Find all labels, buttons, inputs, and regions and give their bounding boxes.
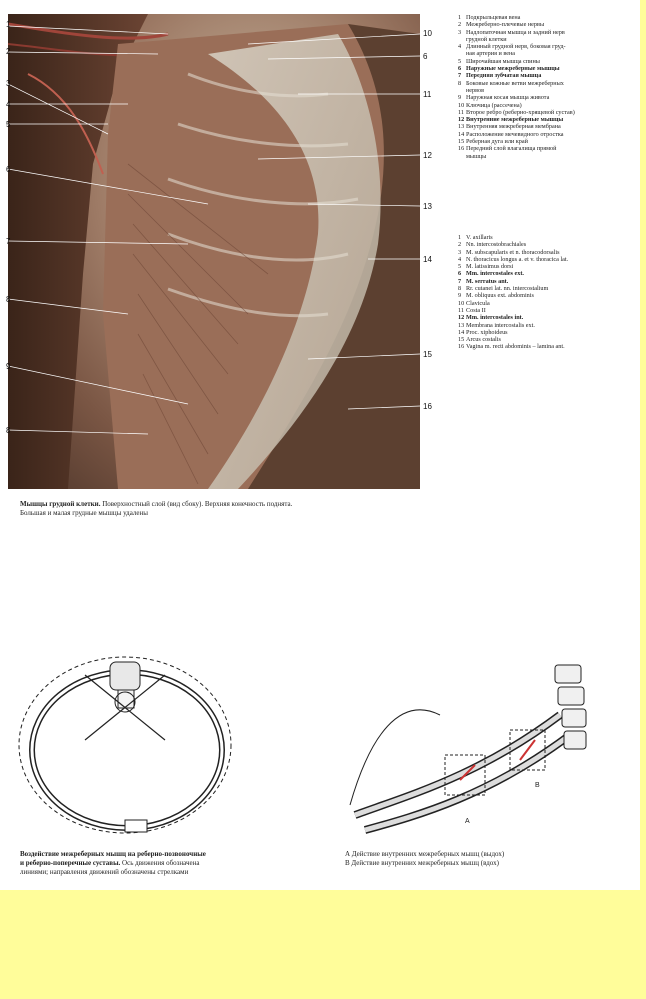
legend-number: 1 bbox=[458, 14, 462, 21]
legend-number: 7 bbox=[458, 72, 462, 80]
legend-item bbox=[458, 285, 568, 292]
legend-item bbox=[458, 80, 575, 87]
label-number: 13 bbox=[423, 202, 432, 211]
legend-number: 6 bbox=[458, 65, 462, 73]
legend-item bbox=[458, 241, 568, 248]
legend-item bbox=[458, 138, 575, 145]
legend-text: нервов bbox=[466, 86, 485, 94]
legend-russian bbox=[458, 14, 575, 160]
legend-item bbox=[458, 234, 568, 241]
figure1-caption bbox=[20, 500, 420, 518]
legend-text: Второе ребро (реберно-хрящевой сустав) bbox=[466, 108, 575, 116]
legend-text: Боковые кожные ветви межреберных bbox=[466, 79, 564, 87]
legend-text: M. subscapularis et n. thoracodorsalis bbox=[466, 248, 560, 256]
figure3-caption bbox=[345, 850, 635, 868]
caption-text: А Действие внутренних межреберных мышц (выдох) bbox=[345, 850, 505, 858]
label-number: 10 bbox=[423, 29, 432, 38]
legend-item bbox=[458, 50, 575, 57]
legend-number: 7 bbox=[458, 277, 462, 285]
legend-number: 6 bbox=[458, 270, 462, 278]
legend-item bbox=[458, 270, 568, 277]
legend-number: 4 bbox=[458, 43, 462, 51]
legend-number: 15 bbox=[458, 336, 465, 344]
legend-number: 14 bbox=[458, 328, 465, 336]
legend-text: M. latissimus dorsi bbox=[466, 263, 514, 271]
legend-item bbox=[458, 322, 568, 329]
legend-item bbox=[458, 292, 568, 299]
legend-item bbox=[458, 109, 575, 116]
legend-item bbox=[458, 21, 575, 28]
legend-number: 13 bbox=[458, 123, 465, 131]
anatomy-photo bbox=[8, 14, 420, 489]
figure-label-b: B bbox=[535, 782, 540, 789]
legend-number: 5 bbox=[458, 263, 462, 271]
label-number: 5 bbox=[6, 120, 11, 129]
legend-item bbox=[458, 87, 575, 94]
legend-item bbox=[458, 94, 575, 101]
legend-item bbox=[458, 263, 568, 270]
legend-item bbox=[458, 249, 568, 256]
figure2-caption bbox=[20, 850, 320, 877]
legend-number: 14 bbox=[458, 130, 465, 138]
legend-item bbox=[458, 307, 568, 314]
label-number: 1 bbox=[6, 20, 11, 29]
legend-text: Arcus costalis bbox=[466, 336, 501, 344]
legend-number: 2 bbox=[458, 21, 462, 29]
caption-text: Ось движения обозначена bbox=[120, 859, 200, 867]
legend-number: 9 bbox=[458, 94, 462, 102]
legend-text: Передняя зубчатая мышца bbox=[466, 72, 542, 80]
legend-text: Costa II bbox=[466, 306, 486, 314]
anatomy-illustration bbox=[8, 14, 420, 489]
label-number: 16 bbox=[423, 402, 432, 411]
legend-item bbox=[458, 278, 568, 285]
legend-text: Широчайшая мышца спины bbox=[466, 57, 540, 65]
legend-item bbox=[458, 300, 568, 307]
legend-text: ная артерия и вена bbox=[466, 50, 516, 58]
legend-number: 3 bbox=[458, 28, 462, 36]
legend-item bbox=[458, 131, 575, 138]
label-number: 8 bbox=[6, 295, 11, 304]
legend-text: Внутренние межреберные мышцы bbox=[466, 116, 564, 124]
legend-text: Ключица (рассечена) bbox=[466, 101, 522, 109]
legend-number: 3 bbox=[458, 248, 462, 256]
legend-number: 5 bbox=[458, 57, 462, 65]
legend-text: Реберная дуга или край bbox=[466, 138, 528, 146]
legend-text: Vagina m. recti abdominis – lamina ant. bbox=[466, 343, 565, 351]
legend-item bbox=[458, 102, 575, 109]
legend-item bbox=[458, 329, 568, 336]
legend-number: 8 bbox=[458, 285, 462, 293]
legend-number: 4 bbox=[458, 255, 462, 263]
legend-item bbox=[458, 123, 575, 130]
legend-item bbox=[458, 116, 575, 123]
legend-item bbox=[458, 314, 568, 321]
legend-number: 16 bbox=[458, 145, 465, 153]
legend-text: грудной клетки bbox=[466, 35, 507, 43]
legend-item bbox=[458, 14, 575, 21]
legend-number: 10 bbox=[458, 299, 465, 307]
caption-text: Поверхностный слой (вид сбоку). Верхняя конечность поднята. bbox=[100, 500, 293, 508]
label-number: 12 bbox=[423, 151, 432, 160]
legend-item bbox=[458, 29, 575, 36]
label-number: 4 bbox=[6, 100, 11, 109]
legend-text: Наружные межреберные мышцы bbox=[466, 65, 560, 73]
label-number: 8 bbox=[6, 426, 11, 435]
label-number: 11 bbox=[423, 90, 432, 99]
legend-number: 11 bbox=[458, 108, 464, 116]
legend-text: M. serratus ant. bbox=[466, 277, 509, 285]
legend-text: Длинный грудной нерв, боковая груд- bbox=[466, 43, 566, 51]
legend-text: Proc. xiphoideus bbox=[466, 328, 508, 336]
legend-item bbox=[458, 153, 575, 160]
legend-text: V. axillaris bbox=[466, 234, 493, 241]
legend-item bbox=[458, 72, 575, 79]
legend-latin bbox=[458, 234, 568, 351]
legend-number: 2 bbox=[458, 241, 462, 249]
legend-number: 8 bbox=[458, 79, 462, 87]
caption-title: Воздействие межреберных мышц на реберно-позвоночные bbox=[20, 850, 206, 858]
legend-text: Межреберно-плечевые нервы bbox=[466, 21, 545, 29]
legend-text: мышцы bbox=[466, 152, 487, 160]
legend-number: 15 bbox=[458, 138, 465, 146]
legend-number: 1 bbox=[458, 234, 462, 241]
legend-number: 9 bbox=[458, 292, 462, 300]
rib-cross-section-drawing bbox=[15, 650, 255, 845]
legend-text: Mm. intercostales int. bbox=[466, 314, 524, 322]
label-number: 15 bbox=[423, 350, 432, 359]
label-number: 6 bbox=[423, 52, 428, 61]
legend-number: 12 bbox=[458, 314, 465, 322]
legend-number: 12 bbox=[458, 116, 465, 124]
label-number: 2 bbox=[6, 47, 11, 56]
legend-item bbox=[458, 58, 575, 65]
caption-text: линиями; направления движений обозначены стрелками bbox=[20, 868, 189, 876]
legend-text: N. thoracicus longus a. et v. thoracica lat. bbox=[466, 255, 569, 263]
legend-text: Подкрыльцевая вена bbox=[466, 14, 521, 21]
label-number: 3 bbox=[6, 79, 11, 88]
legend-item bbox=[458, 65, 575, 72]
legend-text: Расположение мечевидного отростка bbox=[466, 130, 564, 138]
caption-text: Большая и малая грудные мышцы удалены bbox=[20, 509, 148, 517]
legend-number: 13 bbox=[458, 321, 465, 329]
legend-text: Clavicula bbox=[466, 299, 490, 307]
legend-item bbox=[458, 36, 575, 43]
legend-text: Rr. cutanei lat. nn. intercostalium bbox=[466, 285, 549, 293]
legend-text: Внутренняя межреберная мембрана bbox=[466, 123, 561, 131]
legend-text: Nn. intercostobrachiales bbox=[466, 241, 527, 249]
legend-number: 16 bbox=[458, 343, 465, 351]
legend-item bbox=[458, 343, 568, 350]
legend-item bbox=[458, 256, 568, 263]
legend-text: Membrana intercostalis ext. bbox=[466, 321, 535, 329]
legend-item bbox=[458, 43, 575, 50]
legend-text: Наружная косая мышца живота bbox=[466, 94, 550, 102]
figure-label-a: A bbox=[465, 818, 470, 825]
legend-item bbox=[458, 145, 575, 152]
legend-number: 11 bbox=[458, 306, 464, 314]
caption-title: Мышцы грудной клетки. bbox=[20, 500, 101, 508]
legend-text: Mm. intercostales ext. bbox=[466, 270, 524, 278]
legend-number: 10 bbox=[458, 101, 465, 109]
label-number: 7 bbox=[6, 237, 11, 246]
legend-text: M. obliquus ext. abdominis bbox=[466, 292, 534, 300]
legend-text: Передний слой влагалища прямой bbox=[466, 145, 557, 153]
caption-title: и реберно-поперечные суставы. bbox=[20, 859, 121, 867]
label-number: 14 bbox=[423, 255, 432, 264]
legend-item bbox=[458, 336, 568, 343]
label-number: 9 bbox=[6, 362, 11, 371]
legend-text: Надлопаточная мышца и задний нерв bbox=[466, 28, 565, 36]
ribs-lateral-drawing bbox=[330, 655, 590, 835]
label-number: 6 bbox=[6, 165, 11, 174]
caption-text: B Действие внутренних межреберных мышц (вдох) bbox=[345, 859, 499, 867]
